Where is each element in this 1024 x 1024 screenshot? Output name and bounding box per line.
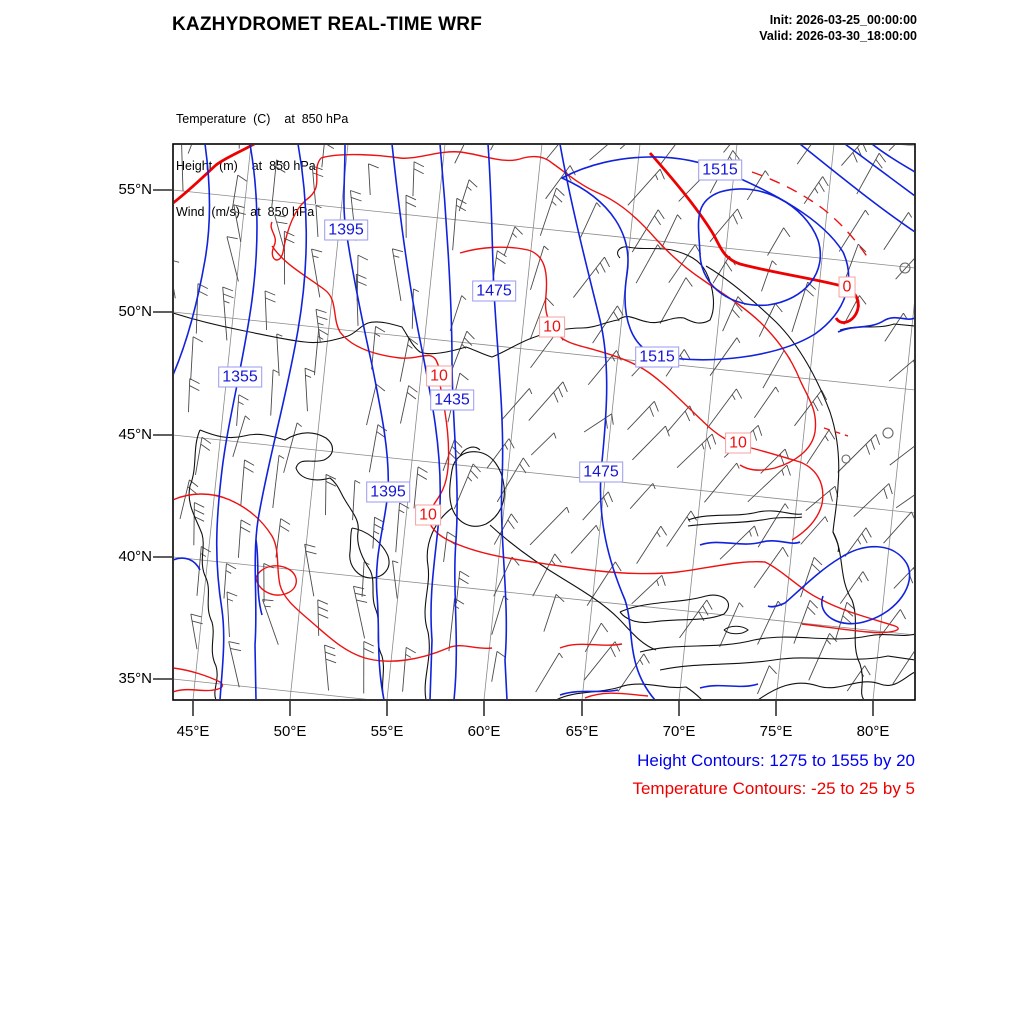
lake-balkhash [688,511,802,526]
height-contour-label: 1395 [366,482,410,503]
height-contour-label: 1355 [218,367,262,388]
south-mountains [758,672,915,700]
lake-circle-1 [900,263,910,273]
lon-axis-label: 60°E [467,723,501,740]
height-line-corner [800,144,915,232]
height-contour-label: 1475 [472,281,516,302]
page-title: KAZHYDROMET REAL-TIME WRF [172,14,483,35]
temp-contour-label: 10 [539,317,565,338]
height-contour-label: 1515 [635,347,679,368]
height-contour-label: 1395 [324,220,368,241]
lat-axis-label: 50°N [118,303,152,320]
height-contour-note: Height Contours: 1275 to 1555 by 20 [637,751,915,770]
height-line [173,144,210,375]
lon-axis-label: 65°E [565,723,599,740]
height-line-1475b [560,144,655,700]
lon-axis-label: 55°E [370,723,404,740]
lake-circle-2 [883,428,893,438]
lat-axis-label: 45°N [118,426,152,443]
height-contour-label: 1435 [430,390,474,411]
border-turkmen [425,508,452,700]
lon-axis-label: 50°E [273,723,307,740]
lon-axis-label: 70°E [662,723,696,740]
temperature-contours [173,143,898,698]
isotherm-closed [256,566,296,595]
graticule-grid [96,68,931,757]
temperature-contour-note: Temperature Contours: -25 to 25 by 5 [632,779,915,798]
field-temperature: Temperature (C) at 850 hPa [176,112,349,126]
caspian-north-east-shore [200,430,384,700]
temp-contour-label: 10 [725,433,751,454]
isotherm [173,494,492,661]
kara-bogaz-gol [350,528,389,578]
height-line-balkhash [700,541,800,545]
isotherm [321,152,816,470]
height-contour-label: 1515 [698,160,742,181]
isotherm-10 [272,246,898,633]
coastlines-borders [173,247,915,700]
aral-sea [450,447,505,526]
init-time: Init: 2026-03-25_00:00:00 [769,13,917,27]
height-line-se-oval [768,547,910,624]
temp-contour-label: 10 [426,366,452,387]
lon-axis-label: 80°E [856,723,890,740]
height-contour-label: 1475 [579,462,623,483]
border-china-west [833,532,864,700]
field-wind: Wind (m/s) at 850 hPa [176,205,315,219]
lat-axis-label: 40°N [118,548,152,565]
lon-axis-label: 75°E [759,723,793,740]
temp-contour-label: 0 [839,277,856,298]
zero-isotherm-thick [650,153,858,323]
tianshan-border-1 [640,634,915,652]
temp-contour-label: 10 [415,505,441,526]
border-altai [840,324,915,330]
valid-time: Valid: 2026-03-30_18:00:00 [759,29,917,43]
lake-circle-3 [842,455,850,463]
lon-axis-label: 45°E [176,723,210,740]
caspian-west-shore [189,430,217,700]
lat-axis-label: 35°N [118,670,152,687]
lat-axis-label: 55°N [118,181,152,198]
field-height: Height (m) at 850 hPa [176,158,316,173]
